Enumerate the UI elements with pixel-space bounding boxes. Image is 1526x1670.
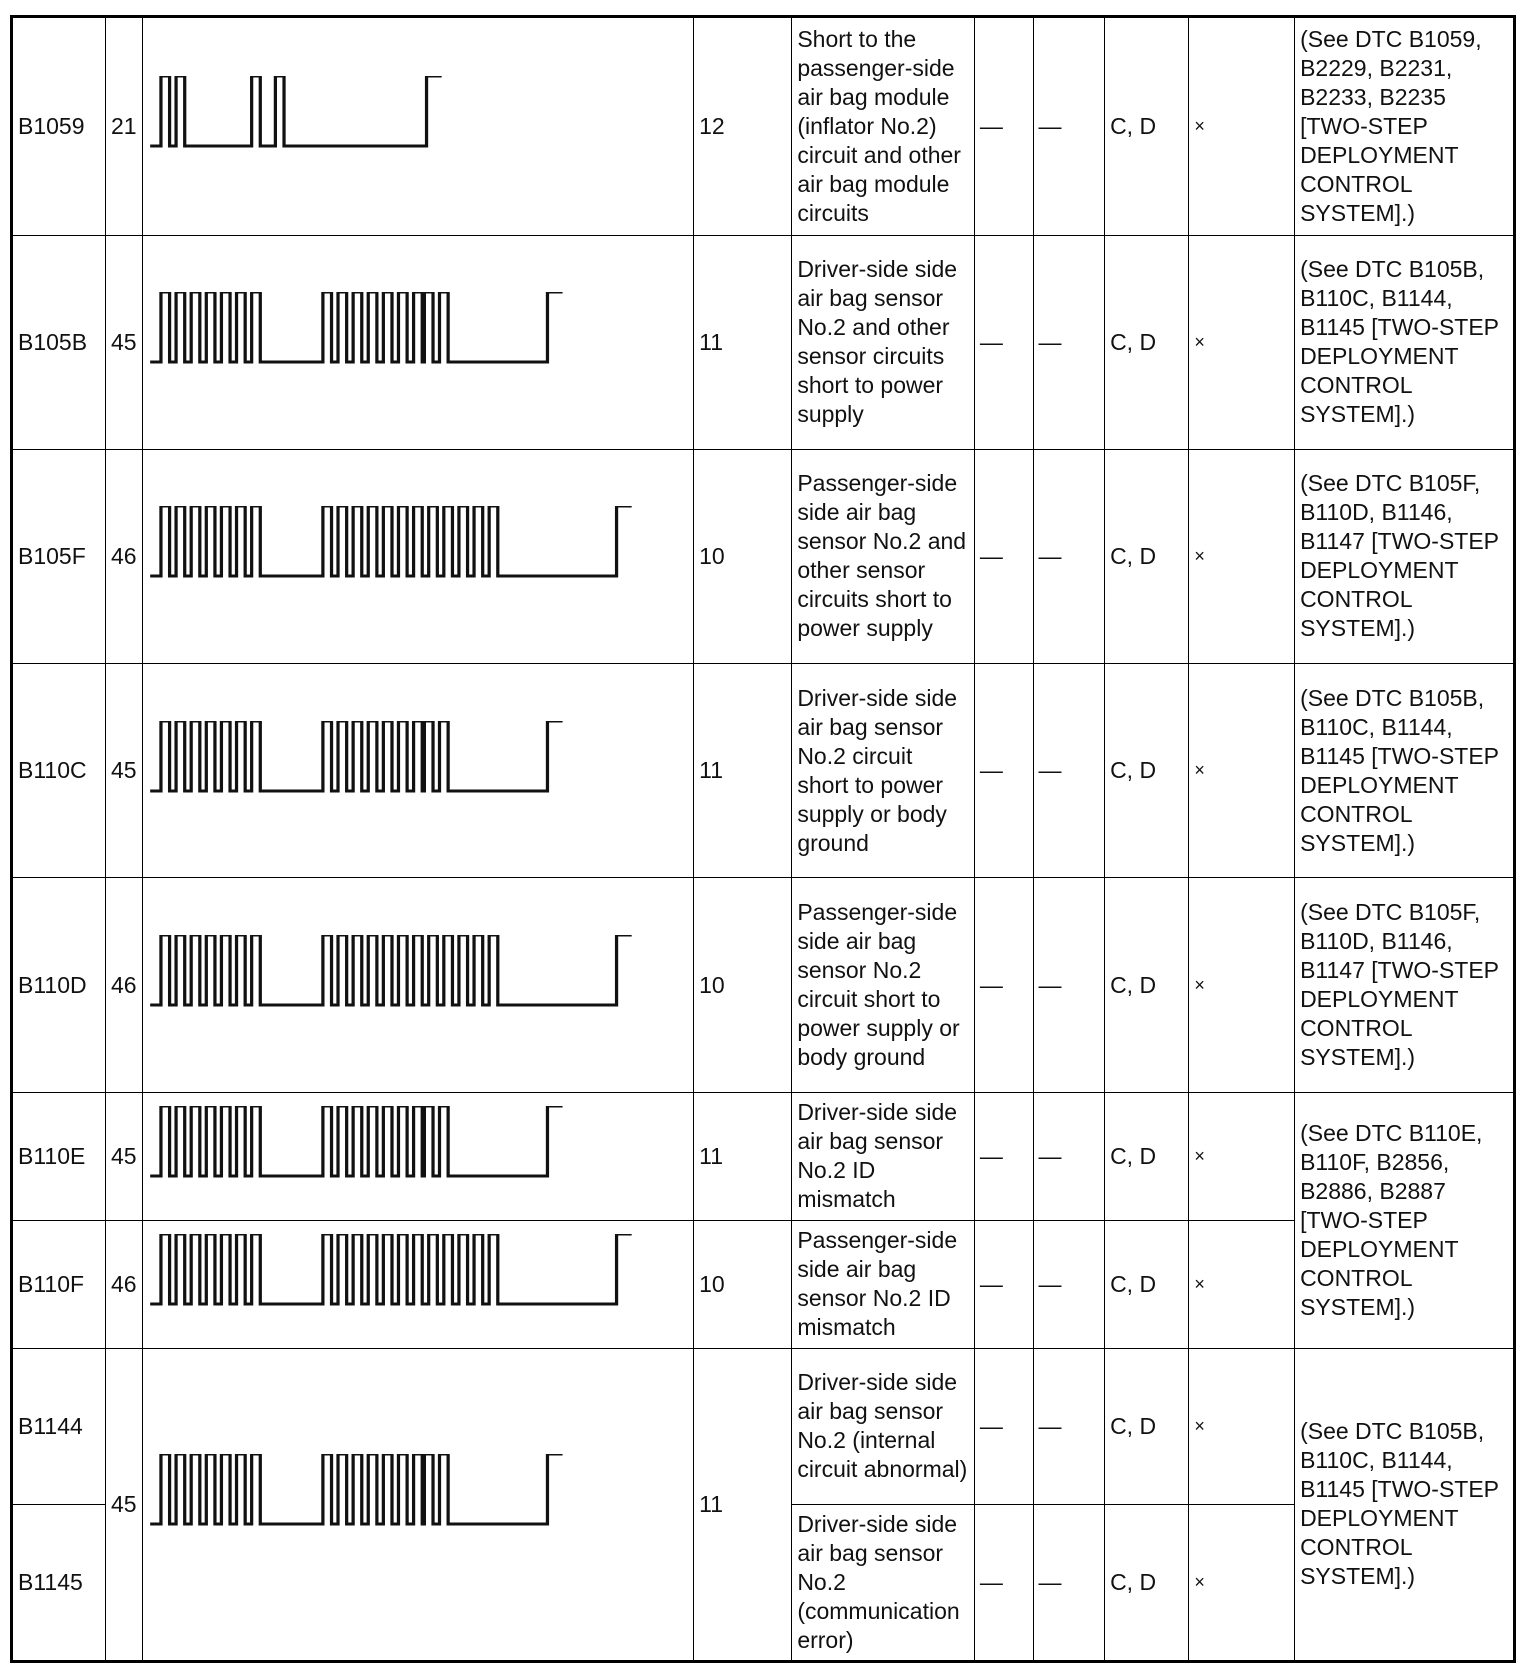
code-cell: 46 [105, 878, 142, 1092]
reference-note: (See DTC B105B, B110C, B1144, B1145 [TWO-STEP DEPLOYMENT CONTROL SYSTEM].) [1295, 1348, 1515, 1661]
table-row [12, 449, 1515, 663]
code-cell: 45 [105, 1348, 142, 1661]
times-cell: 11 [694, 235, 792, 449]
status-cell: C, D [1105, 1220, 1189, 1348]
cross-cell: × [1189, 17, 1295, 236]
blink-pattern-icon [148, 721, 688, 821]
blink-pattern-icon [148, 1454, 688, 1554]
times-cell: 11 [694, 1092, 792, 1220]
blink-pattern-cell [143, 878, 694, 1092]
dash-cell: — [1033, 449, 1105, 663]
description-cell: Driver-side side air bag sensor No.2 and other sensor circuits short to power supply [792, 235, 975, 449]
cross-cell: × [1189, 1220, 1295, 1348]
reference-note: (See DTC B1059, B2229, B2231, B2233, B2235 [TWO-STEP DEPLOYMENT CONTROL SYSTEM].) [1295, 17, 1515, 236]
blink-pattern-icon [148, 1106, 688, 1206]
cross-cell: × [1189, 1092, 1295, 1220]
blink-pattern-icon [148, 935, 688, 1035]
table-row [12, 1092, 1515, 1220]
description-cell: Driver-side side air bag sensor No.2 ID mismatch [792, 1092, 975, 1220]
dash-cell: — [1033, 664, 1105, 878]
dtc-cell: B110F [12, 1220, 106, 1348]
dtc-cell: B110C [12, 664, 106, 878]
dash-cell: — [974, 449, 1033, 663]
description-cell: Passenger-side side air bag sensor No.2 circuit short to power supply or body ground [792, 878, 975, 1092]
dash-cell: — [1033, 1505, 1105, 1662]
blink-pattern-cell [143, 1220, 694, 1348]
dash-cell: — [974, 1348, 1033, 1505]
dtc-cell: B110D [12, 878, 106, 1092]
dtc-cell: B1144 [12, 1348, 106, 1505]
dtc-cell: B1145 [12, 1505, 106, 1662]
blink-pattern-cell [143, 235, 694, 449]
code-cell: 45 [105, 664, 142, 878]
dash-cell: — [974, 1505, 1033, 1662]
dash-cell: — [974, 235, 1033, 449]
dash-cell: — [974, 1220, 1033, 1348]
reference-note: (See DTC B105B, B110C, B1144, B1145 [TWO-STEP DEPLOYMENT CONTROL SYSTEM].) [1295, 235, 1515, 449]
dash-cell: — [1033, 1092, 1105, 1220]
times-cell: 10 [694, 1220, 792, 1348]
dash-cell: — [1033, 878, 1105, 1092]
code-cell: 46 [105, 1220, 142, 1348]
table-row [12, 878, 1515, 1092]
blink-pattern-cell [143, 1348, 694, 1661]
times-cell: 11 [694, 664, 792, 878]
status-cell: C, D [1105, 1505, 1189, 1662]
dash-cell: — [1033, 1220, 1105, 1348]
dash-cell: — [1033, 1348, 1105, 1505]
code-cell: 21 [105, 17, 142, 236]
cross-cell: × [1189, 878, 1295, 1092]
blink-pattern-cell [143, 449, 694, 663]
times-cell: 10 [694, 878, 792, 1092]
table-row [12, 1220, 1515, 1348]
reference-note: (See DTC B110E, B110F, B2856, B2886, B2887 [TWO-STEP DEPLOYMENT CONTROL SYSTEM].) [1295, 1092, 1515, 1348]
status-cell: C, D [1105, 235, 1189, 449]
blink-pattern-icon [148, 292, 688, 392]
blink-pattern-icon [148, 1234, 688, 1334]
description-cell: Driver-side side air bag sensor No.2 (internal circuit abnormal) [792, 1348, 975, 1505]
table-row [12, 1348, 1515, 1505]
code-cell: 45 [105, 235, 142, 449]
dash-cell: — [1033, 235, 1105, 449]
status-cell: C, D [1105, 449, 1189, 663]
dash-cell: — [974, 664, 1033, 878]
table-row [12, 664, 1515, 878]
dtc-cell: B105F [12, 449, 106, 663]
table-row [12, 235, 1515, 449]
cross-cell: × [1189, 235, 1295, 449]
blink-pattern-icon [148, 76, 688, 176]
times-cell: 10 [694, 449, 792, 663]
dash-cell: — [974, 878, 1033, 1092]
description-cell: Passenger-side side air bag sensor No.2 ID mismatch [792, 1220, 975, 1348]
dtc-table [10, 15, 1516, 1663]
times-cell: 12 [694, 17, 792, 236]
cross-cell: × [1189, 1348, 1295, 1505]
cross-cell: × [1189, 664, 1295, 878]
status-cell: C, D [1105, 1348, 1189, 1505]
status-cell: C, D [1105, 664, 1189, 878]
description-cell: Short to the passenger-side air bag module (inflator No.2) circuit and other air bag module circuits [792, 17, 975, 236]
reference-note: (See DTC B105F, B110D, B1146, B1147 [TWO-STEP DEPLOYMENT CONTROL SYSTEM].) [1295, 449, 1515, 663]
dash-cell: — [974, 17, 1033, 236]
status-cell: C, D [1105, 17, 1189, 236]
dtc-cell: B1059 [12, 17, 106, 236]
table-row [12, 17, 1515, 236]
description-cell: Passenger-side side air bag sensor No.2 and other sensor circuits short to power supply [792, 449, 975, 663]
dtc-cell: B105B [12, 235, 106, 449]
blink-pattern-icon [148, 506, 688, 606]
status-cell: C, D [1105, 878, 1189, 1092]
dash-cell: — [1033, 17, 1105, 236]
cross-cell: × [1189, 449, 1295, 663]
code-cell: 46 [105, 449, 142, 663]
dtc-cell: B110E [12, 1092, 106, 1220]
reference-note: (See DTC B105B, B110C, B1144, B1145 [TWO-STEP DEPLOYMENT CONTROL SYSTEM].) [1295, 664, 1515, 878]
blink-pattern-cell [143, 664, 694, 878]
blink-pattern-cell [143, 1092, 694, 1220]
cross-cell: × [1189, 1505, 1295, 1662]
dash-cell: — [974, 1092, 1033, 1220]
description-cell: Driver-side side air bag sensor No.2 (communication error) [792, 1505, 975, 1662]
code-cell: 45 [105, 1092, 142, 1220]
description-cell: Driver-side side air bag sensor No.2 circuit short to power supply or body ground [792, 664, 975, 878]
times-cell: 11 [694, 1348, 792, 1661]
status-cell: C, D [1105, 1092, 1189, 1220]
reference-note: (See DTC B105F, B110D, B1146, B1147 [TWO-STEP DEPLOYMENT CONTROL SYSTEM].) [1295, 878, 1515, 1092]
blink-pattern-cell [143, 17, 694, 236]
